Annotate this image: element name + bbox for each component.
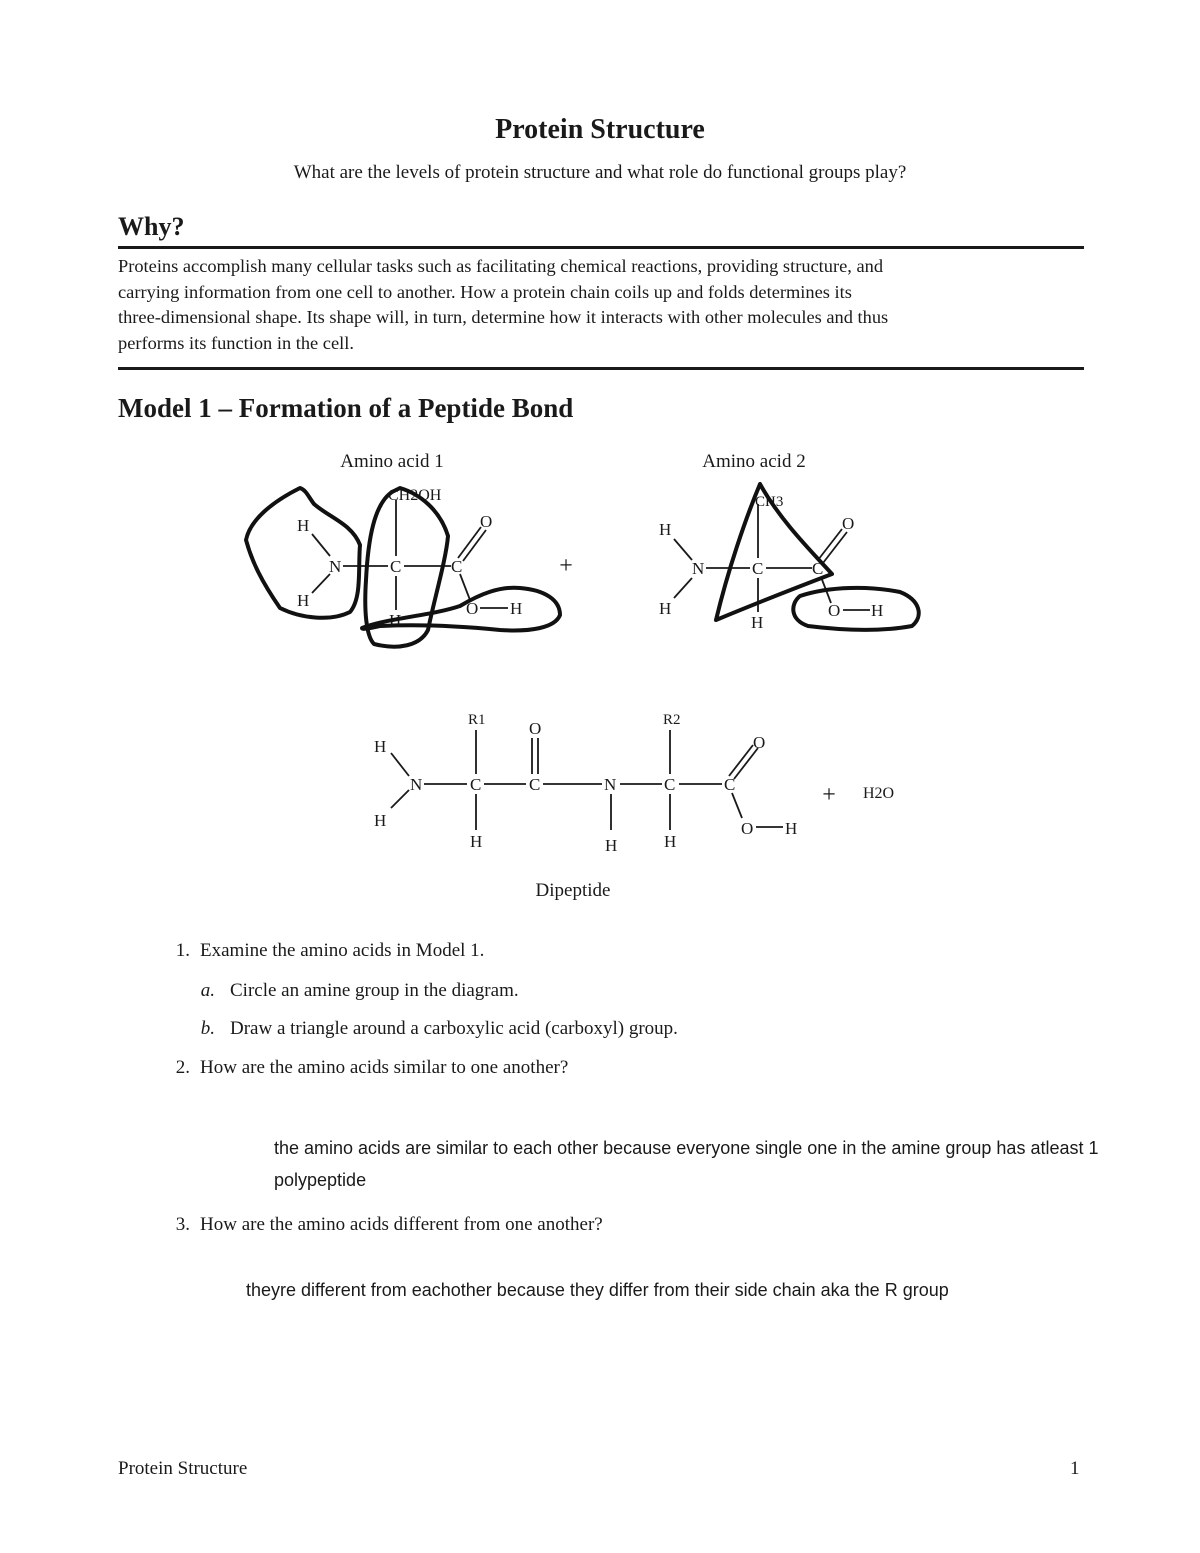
question-number: 1. — [175, 940, 190, 961]
atom-h: H — [389, 611, 402, 630]
atom-o: O — [753, 733, 766, 752]
question-number: 2. — [175, 1057, 190, 1078]
atom-h: H — [297, 591, 310, 610]
atom-h: H — [871, 601, 884, 620]
question-sub-number: b. — [200, 1018, 215, 1039]
atom-h: H — [510, 599, 523, 618]
atom-c: C — [529, 775, 541, 794]
water-molecule: H2O — [863, 785, 895, 802]
r1-group: R1 — [468, 712, 486, 728]
why-heading: Why? — [118, 212, 185, 241]
question-1b: Draw a triangle around a carboxylic acid (carboxyl) group. — [230, 1018, 678, 1039]
atom-h: H — [785, 819, 798, 838]
page-number: 1 — [1070, 1458, 1080, 1479]
atom-o: O — [529, 719, 542, 738]
divider-bottom — [118, 367, 1084, 370]
atom-h: H — [297, 516, 310, 535]
side-chain-2: CH3 — [755, 494, 784, 510]
why-line: three-dimensional shape. Its shape will, in turn, determine how it interacts with other molecules and thus — [118, 307, 889, 327]
atom-h: H — [605, 836, 618, 855]
why-line: performs its function in the cell. — [118, 332, 354, 353]
page-title: Protein Structure — [495, 114, 705, 145]
atom-c: C — [390, 557, 402, 576]
dipeptide-label: Dipeptide — [535, 880, 611, 901]
atom-o: O — [741, 819, 754, 838]
peptide-bond-diagram — [0, 440, 1200, 910]
atom-o: O — [828, 601, 841, 620]
question-number: 3. — [175, 1214, 190, 1235]
plus-sign: + — [559, 553, 573, 579]
amino-acid-2-label: Amino acid 2 — [702, 451, 806, 472]
why-line: Proteins accomplish many cellular tasks such as facilitating chemical reactions, providing structure, and — [118, 256, 884, 276]
atom-h: H — [659, 599, 672, 618]
question-1a: Circle an amine group in the diagram. — [230, 980, 519, 1001]
atom-o: O — [842, 514, 855, 533]
plus-sign: + — [822, 782, 836, 808]
atom-h: H — [659, 520, 672, 539]
question-sub-number: a. — [200, 980, 215, 1001]
atom-n: N — [410, 775, 423, 794]
atom-c: C — [724, 775, 736, 794]
atom-o: O — [466, 599, 479, 618]
model-heading: Model 1 – Formation of a Peptide Bond — [118, 393, 574, 423]
atom-h: H — [374, 737, 387, 756]
atom-h: H — [664, 832, 677, 851]
atom-h: H — [470, 832, 483, 851]
atom-o: O — [480, 512, 493, 531]
atom-n: N — [329, 557, 342, 576]
amino-acid-1-label: Amino acid 1 — [340, 451, 444, 472]
divider-top — [118, 246, 1084, 249]
question-2: How are the amino acids similar to one another? — [200, 1057, 569, 1078]
question-3: How are the amino acids different from one another? — [200, 1214, 603, 1235]
answer-2-line-2[interactable]: polypeptide — [274, 1170, 367, 1190]
atom-c: C — [470, 775, 482, 794]
atom-c: C — [451, 557, 463, 576]
page-subtitle: What are the levels of protein structure and what role do functional groups play? — [293, 162, 907, 183]
atom-h: H — [751, 613, 764, 632]
side-chain-1: CH2OH — [388, 487, 442, 504]
atom-n: N — [604, 775, 617, 794]
r2-group: R2 — [663, 712, 681, 728]
footer-title: Protein Structure — [118, 1458, 248, 1479]
answer-3[interactable]: theyre different from eachother because they differ from their side chain aka the R group — [246, 1280, 949, 1300]
atom-n: N — [692, 559, 705, 578]
question-1: Examine the amino acids in Model 1. — [200, 940, 485, 961]
why-line: carrying information from one cell to another. How a protein chain coils up and folds determines its — [118, 281, 852, 302]
atom-c: C — [664, 775, 676, 794]
answer-2-line-1[interactable]: the amino acids are similar to each other because everyone single one in the amine group has atleast 1 — [274, 1138, 1099, 1158]
why-paragraph — [118, 254, 1088, 356]
atom-c: C — [752, 559, 764, 578]
atom-c: C — [812, 559, 824, 578]
amino-acid-1-structure — [312, 500, 508, 610]
atom-h: H — [374, 811, 387, 830]
